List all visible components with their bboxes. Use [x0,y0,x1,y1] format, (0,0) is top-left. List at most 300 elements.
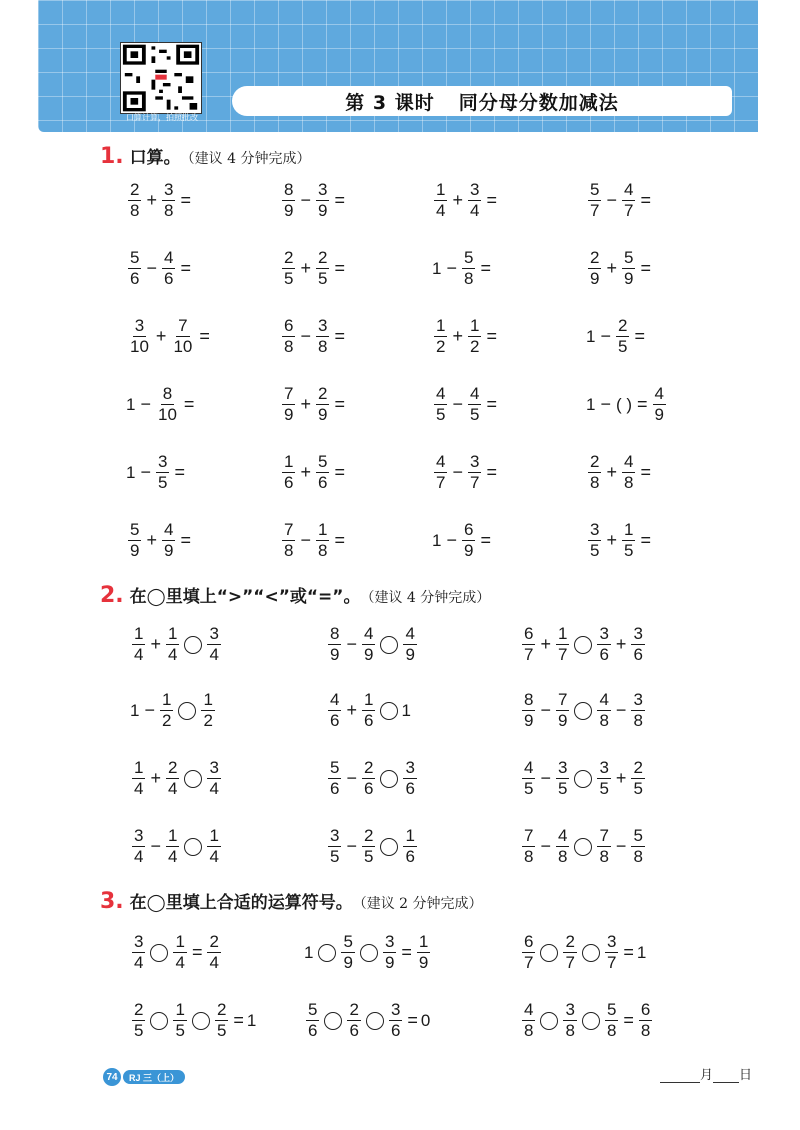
fraction [522,758,535,799]
oral-calc-problem [280,248,348,289]
numerator: 3 [384,932,395,951]
operator: + [606,530,617,550]
denominator: 9 [463,541,474,560]
whole-number: 1 [246,1010,257,1030]
numerator: 2 [284,248,294,267]
answer-circle[interactable] [192,1012,210,1030]
answer-circle[interactable] [582,1012,600,1030]
operator: + [146,530,157,550]
numerator: 5 [623,248,634,267]
oral-calc-problem [280,452,348,493]
operator: = [480,530,491,550]
whole-number: 1 [586,394,596,414]
numerator: 2 [134,1000,144,1019]
fraction [328,624,341,665]
fraction [522,826,535,867]
denominator: 9 [524,711,534,730]
section-2-label: 在◯里填上“>”“<”或“=”。 [129,587,361,607]
oral-calc-problem [126,384,197,425]
whole-number: 1 [130,700,140,720]
fraction [128,520,141,561]
fraction [639,1000,652,1041]
denominator: 8 [317,337,328,356]
numerator: 3 [330,826,340,845]
answer-circle[interactable] [380,770,398,788]
denominator: 8 [623,473,634,492]
denominator: 9 [317,201,328,220]
fraction [597,758,610,799]
operator: + [150,634,161,654]
fraction [132,758,145,799]
fraction [173,932,186,973]
fraction [207,932,220,973]
denominator: 6 [130,269,140,288]
numerator: 1 [436,316,446,335]
numerator: 3 [134,826,144,845]
answer-circle[interactable] [184,838,202,856]
answer-circle[interactable] [184,636,202,654]
denominator: 6 [317,473,328,492]
numerator: 3 [606,932,617,951]
denominator: 5 [590,541,600,560]
oral-calc-problem [126,316,213,357]
operator: = [637,394,648,414]
fraction [362,826,375,867]
numerator: 3 [565,1000,575,1019]
operator: = [486,462,497,482]
numerator: 1 [469,316,480,335]
denominator: 8 [557,847,568,866]
denominator: 4 [209,847,219,866]
numerator: 6 [640,1000,651,1019]
oral-calc-problem [586,452,654,493]
denominator: 4 [134,779,144,798]
numerator: 1 [167,624,178,643]
fraction [588,248,601,289]
date-fill-in [660,1064,752,1083]
whole-number: 1 [401,700,411,720]
denominator: 5 [436,405,446,424]
numerator: 4 [623,452,634,471]
operator: + [606,258,617,278]
denominator: 9 [418,953,429,972]
denominator: 4 [469,201,480,220]
answer-circle[interactable] [540,944,558,962]
fraction [434,316,447,357]
compare-problem [130,758,223,799]
denominator: 9 [284,201,294,220]
fraction [462,520,475,561]
numerator: 2 [565,932,575,951]
denominator: 8 [284,541,294,560]
fraction [282,384,295,425]
fraction [556,690,569,731]
fraction [389,1000,402,1041]
fraction [622,180,635,221]
fraction [282,520,295,561]
compare-problem [326,826,419,867]
operator: = [407,1010,418,1030]
fraction [316,248,329,289]
fraction [522,932,535,973]
fraction [316,452,329,493]
fraction [328,758,341,799]
fraction [166,624,179,665]
answer-circle[interactable] [380,702,398,720]
fraction [588,452,601,493]
fraction [316,520,329,561]
operator: − [615,836,627,856]
whole-number: 1 [586,326,596,346]
denominator: 9 [330,645,340,664]
answer-circle[interactable] [582,944,600,962]
denominator: 6 [163,269,174,288]
denominator: 8 [317,541,328,560]
denominator: 5 [284,269,294,288]
fraction [434,180,447,221]
numerator: 2 [363,826,374,845]
page-footer-badge [103,1068,185,1086]
operator: + [146,190,157,210]
fraction [403,826,416,867]
operator: − [540,768,551,788]
fraction [215,1000,228,1041]
answer-circle[interactable] [150,1012,168,1030]
operator: − [615,700,627,720]
fraction [622,452,635,493]
operator: = [486,326,497,346]
fraction [362,690,375,731]
operator: = [401,942,412,962]
month-label: 月 [700,1067,714,1082]
numerator: 3 [590,520,600,539]
operator: − [346,634,357,654]
numerator: 1 [623,520,634,539]
fraction [522,690,535,731]
denominator: 7 [524,645,534,664]
numerator: 3 [317,316,328,335]
denominator: 6 [284,473,294,492]
numerator: 2 [317,248,328,267]
numerator: 5 [590,180,600,199]
numerator: 8 [162,384,173,403]
numerator: 1 [167,826,178,845]
answer-circle[interactable] [366,1012,384,1030]
numerator: 1 [317,520,328,539]
operator: − [150,836,161,856]
operator: − [146,258,157,278]
fraction [328,690,341,731]
oral-calc-problem [586,248,654,289]
numerator: 4 [599,690,609,709]
numerator: 5 [308,1000,318,1019]
answer-circle[interactable] [318,944,336,962]
numerator: 2 [590,248,600,267]
numerator: 3 [390,1000,401,1019]
denominator: 5 [617,337,628,356]
oral-calc-problem [126,520,194,561]
denominator: 8 [606,1021,617,1040]
fraction [156,452,169,493]
numerator: 1 [363,690,374,709]
answer-circle[interactable] [184,770,202,788]
fraction [403,624,416,665]
section-2-number: 2. [100,583,124,608]
numerator: 4 [557,826,568,845]
denominator: 8 [463,269,474,288]
denominator: 9 [405,645,415,664]
denominator: 6 [363,779,374,798]
numerator: 7 [524,826,534,845]
numerator: 7 [284,384,294,403]
denominator: 7 [623,201,634,220]
operator: − [300,530,311,550]
numerator: 3 [405,758,415,777]
fraction [328,826,341,867]
operator: = [640,190,651,210]
fraction [403,758,416,799]
fraction [362,758,375,799]
numerator: 1 [175,932,185,951]
operator: − [140,394,151,414]
denominator: 4 [175,953,185,972]
edition-tag: RJ 三（上） [123,1070,185,1084]
fraction [128,248,141,289]
denominator: 5 [469,405,480,424]
section-3-label: 在◯里填上合适的运算符号。 [129,893,353,913]
denominator: 4 [209,953,219,972]
denominator: 6 [599,645,609,664]
whole-number: 1 [432,258,442,278]
oral-calc-problem [586,520,654,561]
denominator: 9 [623,269,634,288]
compare-problem [520,624,647,665]
fraction [166,826,179,867]
numerator: 1 [203,690,213,709]
answer-circle[interactable] [150,944,168,962]
operator-fill-problem [520,1000,654,1041]
fraction [128,180,141,221]
fraction [201,690,214,731]
operator: − [140,462,151,482]
numerator: 2 [317,384,328,403]
oral-calc-problem [280,520,348,561]
answer-circle[interactable] [360,944,378,962]
operator: − [600,394,611,414]
denominator: 8 [284,337,294,356]
day-blank[interactable] [713,1068,739,1083]
numerator: 7 [557,690,568,709]
fraction [597,690,610,731]
operator: = [334,258,345,278]
operator: = [180,258,191,278]
fraction [588,180,601,221]
answer-circle[interactable] [540,1012,558,1030]
denominator: 6 [330,779,340,798]
compare-problem [520,690,647,731]
numerator: 6 [284,316,294,335]
compare-problem [130,690,217,731]
operator: − [452,462,463,482]
answer-blank[interactable]: ( ) [615,394,633,414]
numerator: 1 [405,826,415,845]
denominator: 6 [363,711,374,730]
numerator: 8 [284,180,294,199]
denominator: 6 [330,711,340,730]
numerator: 2 [617,316,628,335]
numerator: 3 [469,452,480,471]
numerator: 4 [524,758,534,777]
numerator: 2 [363,758,374,777]
denominator: 5 [157,473,168,492]
numerator: 5 [330,758,340,777]
operator: = [486,190,497,210]
operator-fill-problem [304,932,432,973]
numerator: 1 [209,826,219,845]
fraction [563,932,576,973]
fraction [316,316,329,357]
oral-calc-problem [432,248,494,289]
numerator: 4 [436,384,446,403]
compare-problem [520,758,647,799]
operator: = [640,462,651,482]
numerator: 4 [330,690,340,709]
operator: + [615,634,627,654]
denominator: 4 [436,201,446,220]
denominator: 9 [284,405,294,424]
fraction [556,624,569,665]
fraction [622,520,635,561]
answer-circle[interactable] [380,838,398,856]
fraction [631,690,644,731]
answer-circle[interactable] [574,636,592,654]
answer-circle[interactable] [324,1012,342,1030]
fraction [160,690,173,731]
operator: = [174,462,185,482]
answer-circle[interactable] [574,702,592,720]
denominator: 4 [209,645,219,664]
denominator: 7 [606,953,617,972]
operator: − [300,326,311,346]
numerator: 1 [557,624,568,643]
numerator: 7 [284,520,294,539]
numerator: 1 [134,624,144,643]
denominator: 5 [216,1021,227,1040]
denominator: 2 [161,711,172,730]
numerator: 4 [163,520,174,539]
numerator: 4 [469,384,480,403]
denominator: 4 [134,953,144,972]
denominator: 4 [134,847,144,866]
fraction [468,384,481,425]
fraction [556,758,569,799]
fraction [166,758,179,799]
numerator: 5 [633,826,643,845]
denominator: 4 [134,645,144,664]
oral-calc-problem [432,520,494,561]
denominator: 6 [349,1021,359,1040]
whole-number: 0 [420,1010,431,1030]
answer-circle[interactable] [178,702,196,720]
day-label: 日 [739,1067,753,1082]
section-3-hint: （建议 2 分钟完成） [352,896,483,912]
denominator: 6 [633,645,643,664]
numerator: 2 [130,180,140,199]
numerator: 5 [463,248,474,267]
denominator: 8 [590,473,600,492]
fraction [316,384,329,425]
oral-calc-problem [126,248,194,289]
fraction [132,624,145,665]
fraction [468,180,481,221]
operator: + [150,768,161,788]
operator: + [452,326,463,346]
operator: − [346,836,357,856]
operator: = [233,1010,244,1030]
lesson-number: 第 3 课时 [345,91,435,114]
fraction [616,316,629,357]
fraction [207,826,220,867]
oral-calc-problem [280,316,348,357]
numerator: 3 [163,180,174,199]
fraction [282,316,295,357]
numerator: 5 [606,1000,617,1019]
denominator: 8 [524,847,534,866]
denominator: 7 [565,953,575,972]
operator: + [300,462,311,482]
denominator: 7 [469,473,480,492]
compare-problem [130,624,223,665]
numerator: 2 [590,452,600,471]
fraction [631,826,644,867]
answer-circle[interactable] [380,636,398,654]
denominator: 9 [363,645,374,664]
answer-circle[interactable] [574,770,592,788]
numerator: 6 [463,520,474,539]
fraction [622,248,635,289]
denominator: 8 [524,1021,534,1040]
compare-problem [326,690,413,731]
fraction [522,624,535,665]
operator: − [446,530,457,550]
operator: = [180,190,191,210]
numerator: 5 [130,248,140,267]
denominator: 8 [565,1021,575,1040]
month-blank[interactable] [660,1068,700,1083]
fraction [417,932,430,973]
denominator: 9 [590,269,600,288]
fraction [171,316,194,357]
operator: = [334,394,345,414]
operator: = [640,258,651,278]
section-1-label: 口算。 [129,148,181,168]
fraction [162,180,175,221]
operator: + [615,768,627,788]
operator: = [634,326,645,346]
operator: = [640,530,651,550]
fraction [162,248,175,289]
fraction [207,624,220,665]
fraction [605,1000,618,1041]
numerator: 5 [343,932,353,951]
answer-circle[interactable] [574,838,592,856]
numerator: 8 [330,624,340,643]
fraction [462,248,475,289]
fraction [597,826,610,867]
fraction [631,758,644,799]
operator: = [199,326,210,346]
operator-fill-problem [130,932,223,973]
